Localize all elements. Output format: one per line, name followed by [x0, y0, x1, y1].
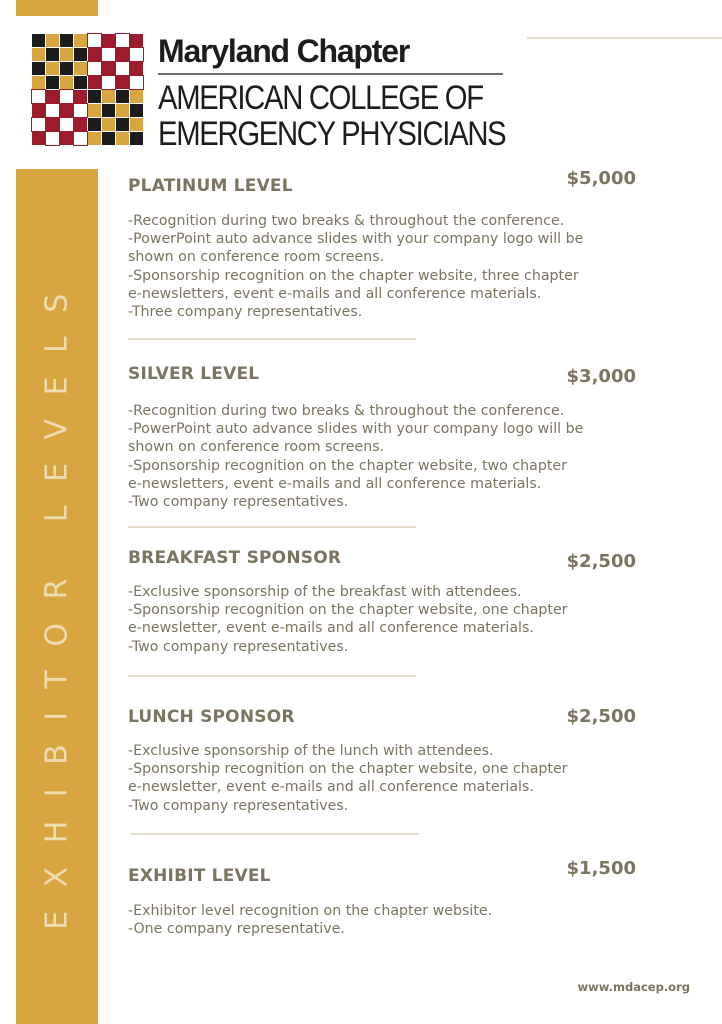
logo-tile: [32, 90, 45, 103]
header-rule: [158, 73, 503, 75]
section-divider: [128, 675, 416, 677]
description-platinum: [128, 212, 583, 321]
description-line: shown on conference room screens.: [128, 249, 385, 266]
side-label: EXHIBITOR LEVELS: [39, 270, 75, 930]
logo-tile: [116, 34, 129, 47]
description-line: -Three company representatives.: [128, 304, 363, 321]
logo-tile: [60, 62, 73, 75]
section-divider: [128, 338, 416, 340]
logo-tile: [102, 104, 115, 117]
logo-tile: [130, 90, 143, 103]
logo-tile: [130, 132, 143, 145]
footer-website: www.mdacep.org: [577, 980, 690, 994]
description-line: -Sponsorship recognition on the chapter website, one chapter: [128, 761, 568, 778]
logo-tile: [60, 48, 73, 61]
description-line: -Two company representatives.: [128, 494, 349, 511]
logo-tile: [130, 34, 143, 47]
description-line: -Two company representatives.: [128, 638, 349, 655]
logo-tile: [74, 90, 87, 103]
logo-tile: [32, 34, 45, 47]
logo-tile: [46, 118, 59, 131]
price-platinum: $5,000: [566, 168, 636, 189]
description-line: -Recognition during two breaks & throughout the conference.: [128, 213, 565, 229]
logo-tile: [116, 90, 129, 103]
logo-tile: [46, 104, 59, 117]
description-line: -Two company representatives.: [128, 797, 349, 814]
logo-tile: [102, 34, 115, 47]
logo-tile: [116, 118, 129, 131]
logo-tile: [116, 76, 129, 89]
description-line: -Sponsorship recognition on the chapter website, two chapter: [128, 457, 567, 474]
chapter-logo-mosaic: [32, 34, 143, 145]
description-line: -PowerPoint auto advance slides with your company logo will be: [128, 421, 584, 438]
logo-tile: [60, 34, 73, 47]
logo-tile: [130, 76, 143, 89]
logo-tile: [74, 34, 87, 47]
logo-tile: [32, 62, 45, 75]
logo-tile: [60, 118, 73, 131]
logo-tile: [88, 104, 101, 117]
gold-top-bar: [16, 0, 98, 16]
logo-tile: [60, 132, 73, 145]
description-line: e-newsletter, event e-mails and all conference materials.: [128, 779, 534, 796]
logo-tile: [116, 132, 129, 145]
logo-tile: [88, 62, 101, 75]
description-line: -Recognition during two breaks & throughout the conference.: [128, 403, 565, 419]
logo-tile: [102, 76, 115, 89]
section-divider: [128, 526, 416, 528]
logo-tile: [116, 104, 129, 117]
logo-tile: [130, 104, 143, 117]
price-lunch: $2,500: [566, 706, 636, 727]
description-line: e-newsletter, event e-mails and all conference materials.: [128, 620, 534, 637]
org-name-line1: AMERICAN COLLEGE OF: [158, 79, 483, 117]
logo-tile: [116, 48, 129, 61]
logo-tile: [74, 118, 87, 131]
price-exhibit: $1,500: [566, 858, 636, 879]
logo-tile: [102, 90, 115, 103]
logo-tile: [116, 62, 129, 75]
logo-tile: [130, 48, 143, 61]
logo-tile: [88, 48, 101, 61]
chapter-name: Maryland Chapter: [158, 33, 410, 69]
logo-tile: [130, 62, 143, 75]
logo-tile: [88, 34, 101, 47]
logo-tile: [46, 34, 59, 47]
org-name-line2: EMERGENCY PHYSICIANS: [158, 115, 506, 153]
logo-tile: [46, 48, 59, 61]
logo-tile: [32, 76, 45, 89]
description-line: -Exhibitor level recognition on the chapter website.: [128, 903, 493, 919]
logo-tile: [130, 118, 143, 131]
description-line: -PowerPoint auto advance slides with your company logo will be: [128, 231, 584, 248]
section-title-platinum: PLATINUM LEVEL: [128, 176, 293, 196]
price-breakfast: $2,500: [566, 551, 636, 572]
section-title-silver: SILVER LEVEL: [128, 364, 260, 384]
description-line: shown on conference room screens.: [128, 439, 385, 456]
logo-tile: [88, 118, 101, 131]
price-silver: $3,000: [566, 366, 636, 387]
logo-tile: [102, 48, 115, 61]
logo-tile: [60, 76, 73, 89]
logo-tile: [74, 76, 87, 89]
logo-tile: [74, 62, 87, 75]
logo-tile: [88, 132, 101, 145]
logo-tile: [74, 48, 87, 61]
section-title-exhibit: EXHIBIT LEVEL: [128, 866, 271, 886]
description-line: -Sponsorship recognition on the chapter website, three chapter: [128, 267, 579, 284]
logo-tile: [102, 62, 115, 75]
logo-tile: [32, 118, 45, 131]
section-title-breakfast: BREAKFAST SPONSOR: [128, 548, 342, 568]
section-divider: [131, 833, 419, 835]
description-line: -Exclusive sponsorship of the breakfast with attendees.: [128, 584, 522, 600]
logo-tile: [32, 132, 45, 145]
description-line: -One company representative.: [128, 921, 345, 938]
top-right-rule: [527, 37, 722, 39]
description-line: e-newsletters, event e-mails and all conference materials.: [128, 475, 542, 492]
logo-tile: [102, 118, 115, 131]
logo-tile: [102, 132, 115, 145]
section-title-lunch: LUNCH SPONSOR: [128, 707, 295, 727]
description-lunch: [128, 742, 568, 815]
logo-tile: [32, 104, 45, 117]
description-line: -Sponsorship recognition on the chapter website, one chapter: [128, 602, 568, 619]
logo-tile: [74, 104, 87, 117]
logo-tile: [88, 76, 101, 89]
logo-tile: [46, 132, 59, 145]
logo-tile: [60, 104, 73, 117]
logo-tile: [60, 90, 73, 103]
description-breakfast: [128, 583, 568, 656]
logo-tile: [88, 90, 101, 103]
logo-tile: [32, 48, 45, 61]
logo-tile: [46, 62, 59, 75]
logo-tile: [46, 90, 59, 103]
description-silver: [128, 402, 583, 511]
logo-tile: [74, 132, 87, 145]
description-exhibit: [128, 902, 492, 938]
description-line: -Exclusive sponsorship of the lunch with attendees.: [128, 743, 494, 759]
logo-tile: [46, 76, 59, 89]
description-line: e-newsletters, event e-mails and all conference materials.: [128, 285, 542, 302]
